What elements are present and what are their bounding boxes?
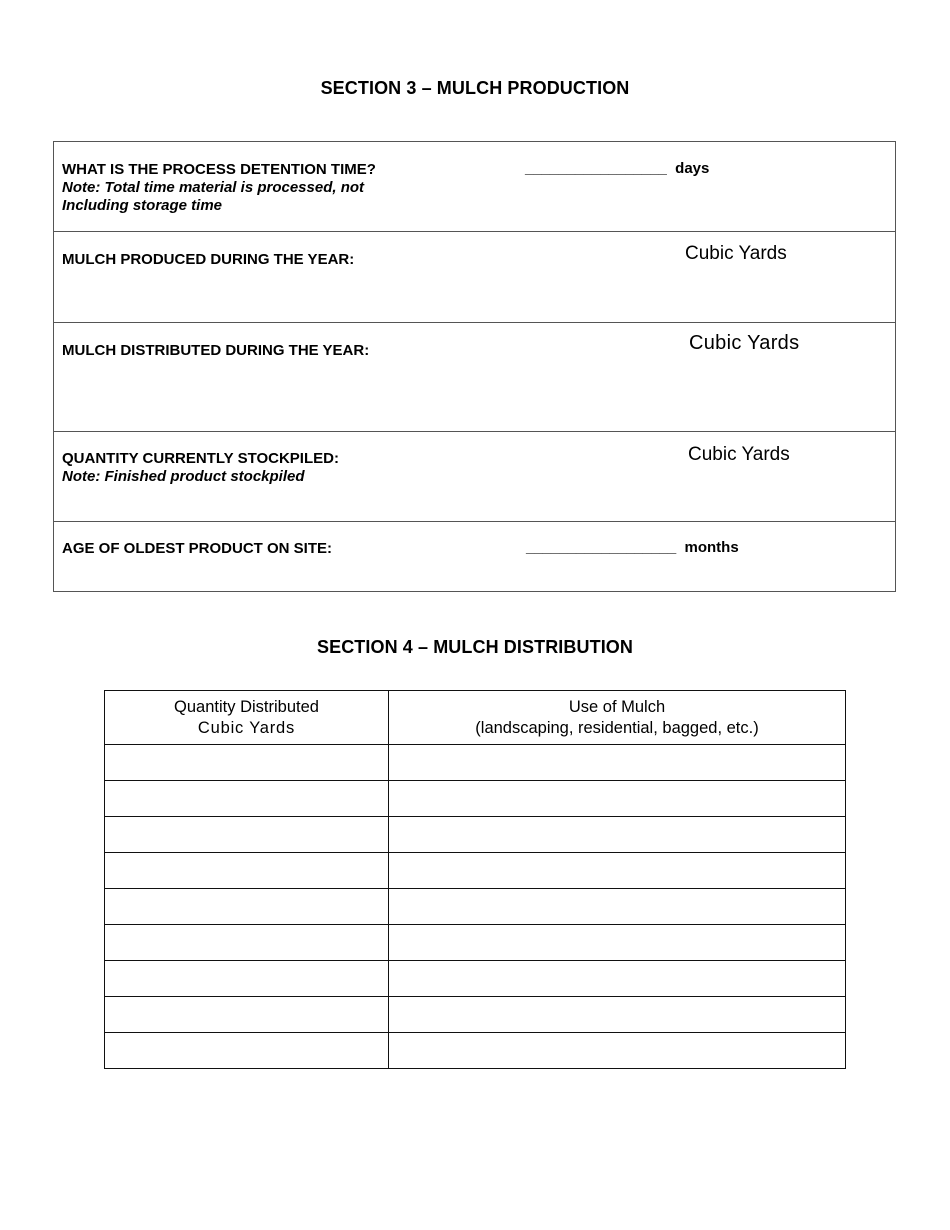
header-use-of-mulch: [389, 691, 846, 745]
quantity-cell[interactable]: [105, 745, 389, 781]
row-mulch-distributed: [54, 323, 895, 432]
use-cell[interactable]: [389, 817, 846, 853]
mulch-produced-label: MULCH PRODUCED DURING THE YEAR:: [62, 251, 355, 268]
row-oldest-product-age: [54, 522, 895, 593]
detention-time-unit: days: [675, 160, 710, 177]
mulch-distributed-label: MULCH DISTRIBUTED DURING THE YEAR:: [62, 342, 370, 359]
use-input[interactable]: [389, 997, 845, 1032]
section3-title: SECTION 3 – MULCH PRODUCTION: [320, 78, 630, 98]
quantity-cell[interactable]: [105, 817, 389, 853]
quantity-cell[interactable]: [105, 1033, 389, 1069]
quantity-cell[interactable]: [105, 853, 389, 889]
oldest-product-age-label: AGE OF OLDEST PRODUCT ON SITE:: [62, 540, 333, 557]
table-row: [105, 889, 846, 925]
quantity-stockpiled-question: QUANTITY CURRENTLY STOCKPILED:: [62, 450, 339, 467]
row-mulch-produced: [54, 232, 895, 323]
quantity-stockpiled-unit: Cubic Yards: [688, 444, 790, 465]
use-cell[interactable]: [389, 889, 846, 925]
quantity-stockpiled-note: Note: Finished product stockpiled: [62, 468, 305, 485]
section4-title: SECTION 4 – MULCH DISTRIBUTION: [316, 637, 633, 657]
detention-time-note-1: Note: Total time material is processed, not: [62, 179, 365, 196]
quantity-cell[interactable]: [105, 961, 389, 997]
quantity-input[interactable]: [105, 781, 388, 816]
use-input[interactable]: [389, 889, 845, 924]
detention-time-note-2: Including storage time: [62, 197, 223, 214]
use-input[interactable]: [389, 817, 845, 852]
header-quantity-line1: Quantity Distributed: [174, 697, 319, 716]
use-cell[interactable]: [389, 781, 846, 817]
table-row: [105, 745, 846, 781]
mulch-production-form: [53, 141, 896, 592]
use-input[interactable]: [389, 925, 845, 960]
use-cell[interactable]: [389, 925, 846, 961]
row-detention-time: [54, 142, 895, 232]
detention-time-question: WHAT IS THE PROCESS DETENTION TIME?: [62, 161, 376, 178]
quantity-input[interactable]: [105, 925, 388, 960]
header-quantity-line2: Cubic Yards: [197, 718, 296, 737]
quantity-input[interactable]: [105, 817, 388, 852]
quantity-input[interactable]: [105, 889, 388, 924]
use-cell[interactable]: [389, 853, 846, 889]
use-cell[interactable]: [389, 745, 846, 781]
table-row: [105, 817, 846, 853]
use-input[interactable]: [389, 853, 845, 888]
use-input[interactable]: [389, 781, 845, 816]
use-input[interactable]: [389, 961, 845, 996]
table-row: [105, 961, 846, 997]
detention-time-label: [62, 161, 376, 215]
oldest-product-age-unit: months: [684, 539, 739, 556]
quantity-input[interactable]: [105, 961, 388, 996]
quantity-input[interactable]: [105, 853, 388, 888]
table-row: [105, 997, 846, 1033]
table-row: [105, 1033, 846, 1069]
quantity-cell[interactable]: [105, 925, 389, 961]
use-cell[interactable]: [389, 997, 846, 1033]
quantity-cell[interactable]: [105, 781, 389, 817]
mulch-produced-unit: Cubic Yards: [685, 243, 787, 264]
quantity-stockpiled-label: [62, 450, 339, 486]
use-input[interactable]: [389, 1033, 845, 1068]
quantity-input[interactable]: [105, 997, 388, 1032]
oldest-product-age-field[interactable]: [526, 539, 739, 556]
header-use-line2: (landscaping, residential, bagged, etc.): [475, 718, 759, 737]
table-row: [105, 925, 846, 961]
quantity-input[interactable]: [105, 1033, 388, 1068]
detention-time-blank[interactable]: _________________: [525, 160, 667, 177]
table-header-row: [105, 691, 846, 745]
row-quantity-stockpiled: [54, 432, 895, 522]
header-quantity-distributed: [105, 691, 389, 745]
use-input[interactable]: [389, 745, 845, 780]
table-row: [105, 853, 846, 889]
oldest-product-age-blank[interactable]: __________________: [526, 539, 677, 556]
mulch-distributed-unit: Cubic Yards: [689, 332, 800, 354]
quantity-cell[interactable]: [105, 889, 389, 925]
header-use-line1: Use of Mulch: [568, 697, 666, 716]
quantity-input[interactable]: [105, 745, 388, 780]
mulch-distribution-table: [104, 690, 846, 1069]
use-cell[interactable]: [389, 961, 846, 997]
table-row: [105, 781, 846, 817]
use-cell[interactable]: [389, 1033, 846, 1069]
detention-time-field[interactable]: [525, 160, 709, 177]
quantity-cell[interactable]: [105, 997, 389, 1033]
